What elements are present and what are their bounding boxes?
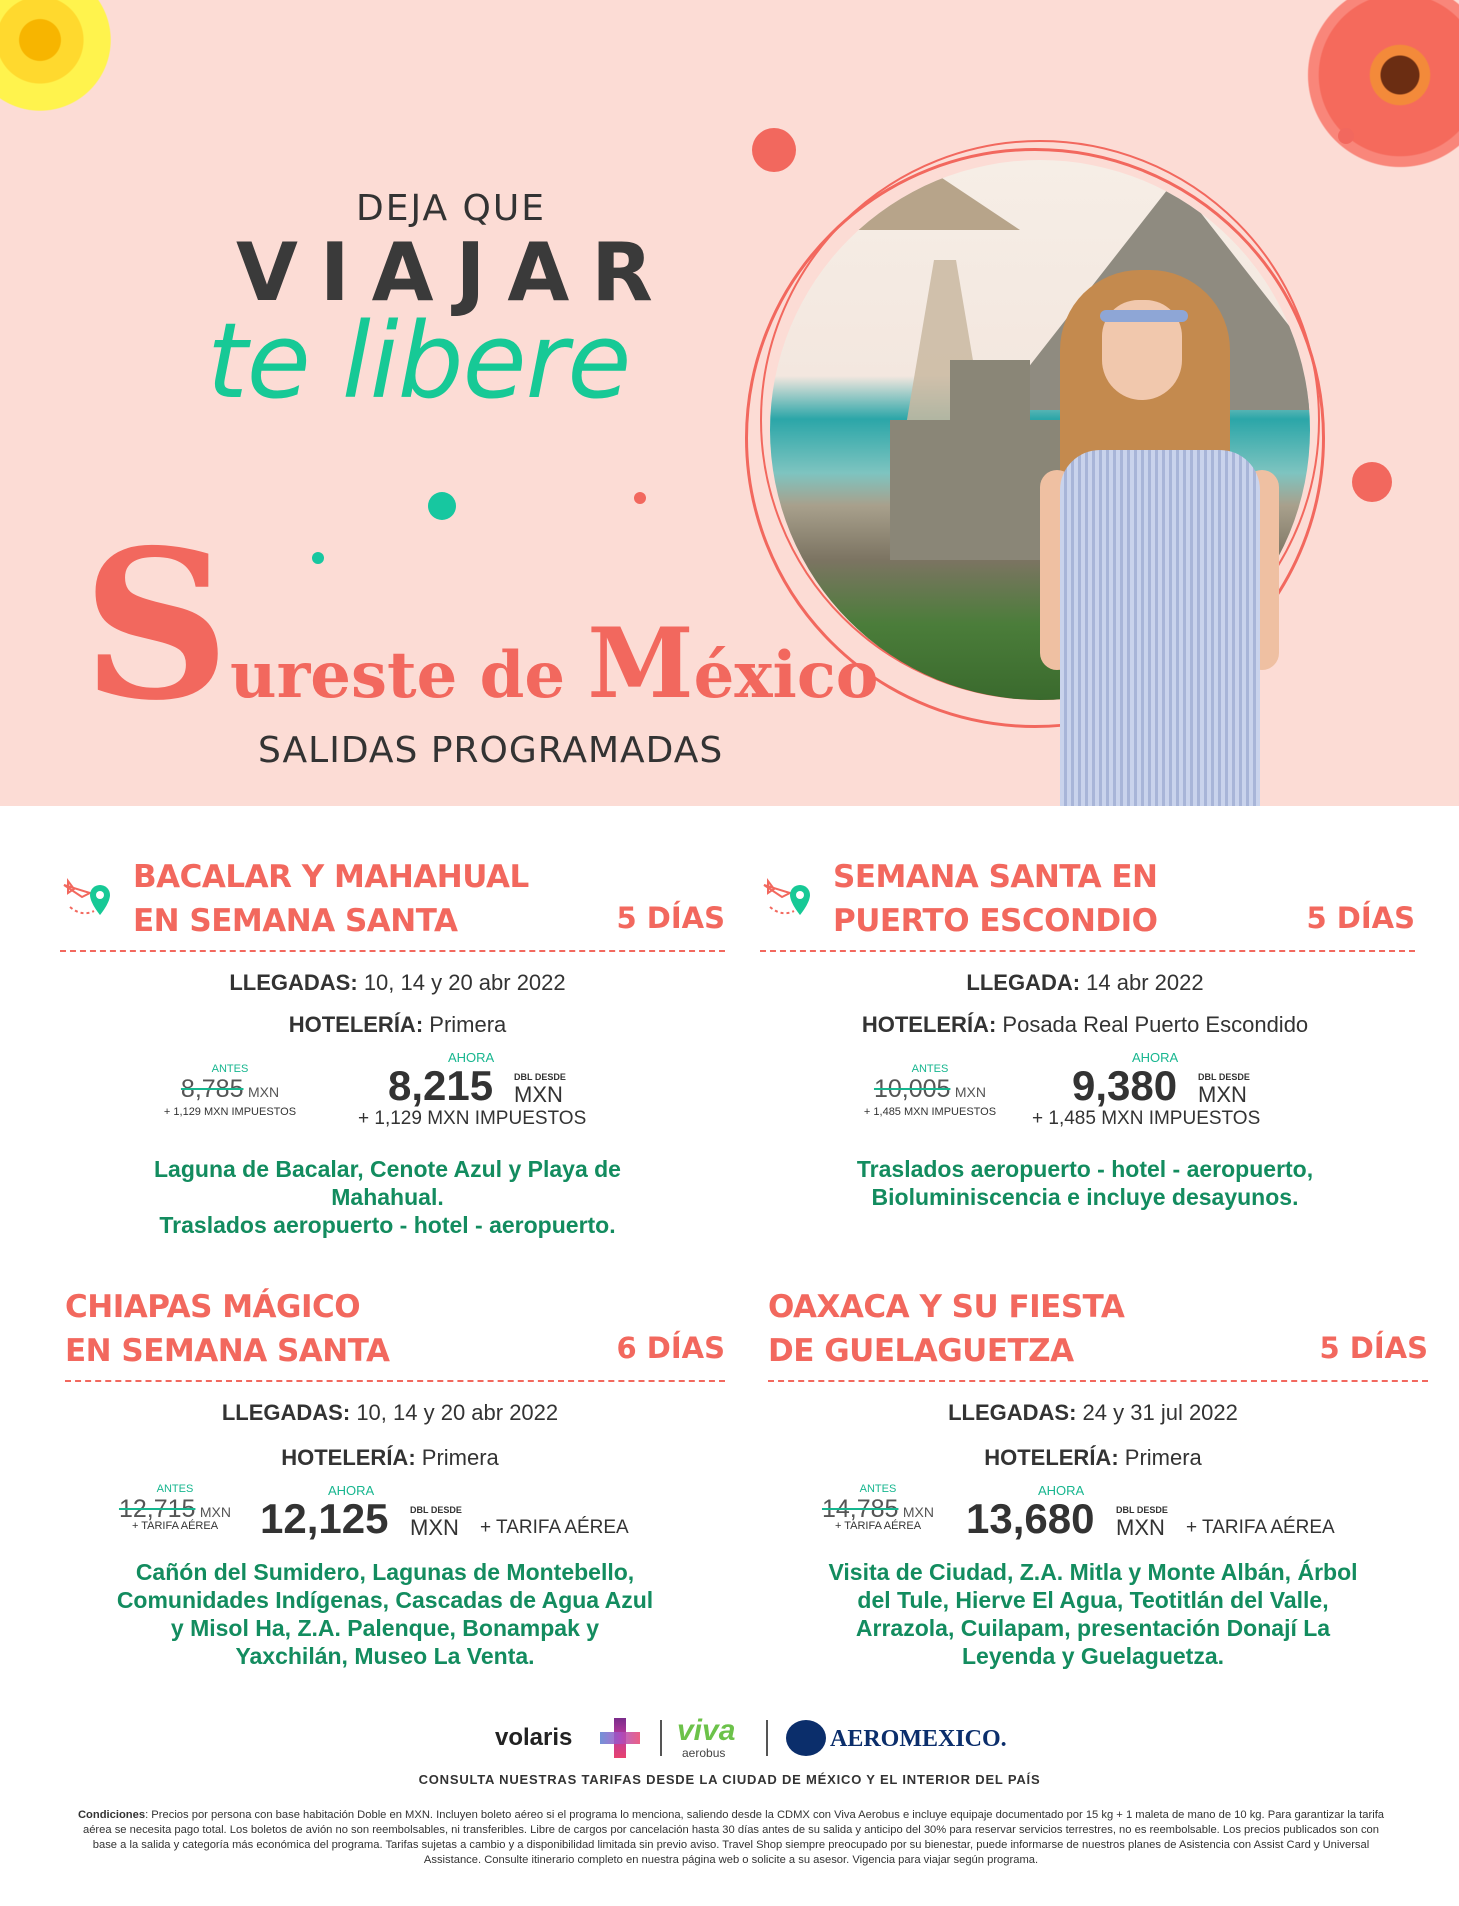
package-description: Cañón del Sumidero, Lagunas de Montebello, Comunidades Indígenas, Cascadas de Agua Azul y Misol Ha, Z.A. Palenque, Bonampak y Yaxchilán, Museo La Venta. [116,1559,654,1669]
viva-logo: viva [677,1714,736,1747]
divider [60,950,725,952]
hero-title-s: S [82,506,231,746]
divider [760,950,1415,952]
package-card [60,845,725,1255]
hero-title-m: M [587,607,694,720]
package-title: SEMANA SANTA EN PUERTO ESCONDIO [833,859,1158,939]
new-price: AHORA 12,125 DBL DESDE MXN + TARIFA AÉREA [260,1483,629,1542]
decor-dot [1352,462,1392,502]
package-description: Traslados aeropuerto - hotel - aeropuerto, Bioluminiscencia e incluye desayunos. [856,1156,1314,1210]
hero-line-3: te libere [207,300,631,422]
package-description: Visita de Ciudad, Z.A. Mitla y Monte Albán, Árbol del Tule, Hierve El Agua, Teotitlán del Valle, Arrazola, Cuilapam, presentación Donají La Leyenda y Guelaguetza. [828,1559,1358,1669]
package-arrivals: LLEGADAS: 10, 14 y 20 abr 2022 [221,1400,559,1425]
hero-title [82,506,879,746]
new-price: AHORA 8,215 DBL DESDE MXN + 1,129 MXN IMPUESTOS [358,1050,587,1129]
package-card [65,1275,725,1695]
package-hotel: HOTELERÍA: Primera [288,1012,507,1037]
logo-separator [660,1720,662,1756]
package-hotel: HOTELERÍA: Primera [281,1445,499,1470]
package-arrivals: LLEGADAS: 24 y 31 jul 2022 [948,1400,1238,1425]
package-arrivals: LLEGADA: 14 abr 2022 [966,970,1204,995]
hero-banner [0,0,1459,806]
volaris-logo: volaris [495,1724,573,1751]
old-price: ANTES 14,785 MXN + TARIFA AÉREA [821,1483,935,1532]
aerobus-logo: aerobus [682,1746,726,1760]
package-days: 5 DÍAS [616,901,725,935]
package-arrivals: LLEGADAS: 10, 14 y 20 abr 2022 [229,970,566,995]
package-description: Laguna de Bacalar, Cenote Azul y Playa de Mahahual. Traslados aeropuerto - hotel - aeropuerto. [154,1156,621,1238]
package-card [760,845,1415,1255]
hero-line-1: DEJA QUE [356,188,546,229]
package-title: BACALAR Y MAHAHUAL EN SEMANA SANTA [133,859,529,939]
logo-separator [766,1720,768,1756]
hero-subtitle: SALIDAS PROGRAMADAS [258,730,724,771]
decor-dot [752,128,796,172]
package-card [768,1275,1428,1695]
old-price: ANTES 10,005 MXN + 1,485 MXN IMPUESTOS [863,1063,997,1118]
yellow-flower-icon [0,0,120,120]
package-title: OAXACA Y SU FIESTA DE GUELAGUETZA [768,1289,1125,1369]
package-hotel: HOTELERÍA: Primera [984,1445,1202,1470]
hero-title-part1: ureste de [230,638,588,713]
conditions-text: Condiciones: Precios por persona con base habitación Doble en MXN. Incluyen boleto aéreo si el programa lo menciona, saliendo desde la CDMX con Viva Aerobus e incluye equipaje documentado por 15 kg + 1 maleta de mano de 10 kg. Para garantizar la tarifa aérea se necesita pago total. Los boletos de avión no son reembolsables, ni transferibles. Libre de cargos por cancelación hasta 30 días antes de su salida y anticipo del 30% para reservar servicios terrestres, no es reembolsable. Los precios publicados son con base a la salida y categoría más económica del programa. Tarifas sujetas a cambio y a disponibilidad limitada sin previo aviso. Travel Shop siempre preocupado por su bienestar, puede informarse de nuestros planes de Asistencia con Assist Card y Universal Assistance. Consulte itinerario completo en nuestra página web o solicite a su asesor. Vigencia para viajar según programa. [77,1809,1385,1866]
plane-location-icon [60,867,116,923]
decor-dot [428,492,456,520]
decor-dot [634,492,646,504]
old-price: ANTES 12,715 MXN + TARIFA AÉREA [118,1483,232,1532]
package-hotel: HOTELERÍA: Posada Real Puerto Escondido [861,1012,1309,1037]
decor-dot [1338,128,1354,144]
aeromexico-eagle-icon [786,1720,826,1756]
aeromexico-logo: AEROMEXICO. [830,1726,1007,1752]
plane-location-icon [760,867,816,923]
package-title: CHIAPAS MÁGICO EN SEMANA SANTA [65,1289,390,1369]
package-days: 5 DÍAS [1306,901,1415,935]
volaris-cross-icon [600,1718,640,1758]
package-days: 5 DÍAS [1319,1331,1428,1365]
red-flower-icon [1305,0,1459,170]
divider [768,1380,1428,1382]
old-price: ANTES 8,785 MXN + 1,129 MXN IMPUESTOS [163,1063,297,1118]
airline-logos [490,1716,1010,1760]
new-price: AHORA 13,680 DBL DESDE MXN + TARIFA AÉREA [966,1483,1335,1542]
hero-title-part2: éxico [693,638,879,713]
package-days: 6 DÍAS [616,1331,725,1365]
consulta-note: CONSULTA NUESTRAS TARIFAS DESDE LA CIUDAD DE MÉXICO Y EL INTERIOR DEL PAÍS [418,1772,1041,1787]
divider [65,1380,725,1382]
hero-line-2: VIAJAR [236,226,675,319]
woman-photo [1040,270,1280,806]
new-price: AHORA 9,380 DBL DESDE MXN + 1,485 MXN IMPUESTOS [1032,1050,1261,1129]
